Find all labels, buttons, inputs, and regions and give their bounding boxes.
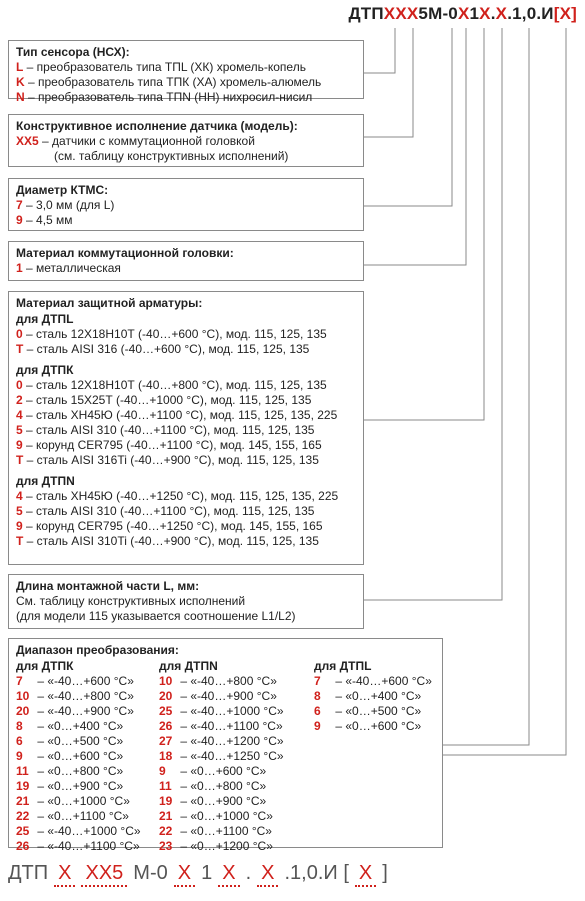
armor-material-title: Материал защитной арматуры: — [16, 296, 203, 310]
range-item — [159, 674, 284, 689]
range-item — [314, 719, 432, 734]
code-part: .1,0.И — [507, 4, 554, 23]
armor-item — [16, 438, 356, 453]
armor-item — [16, 534, 356, 549]
range-item — [159, 809, 284, 824]
range-item-text: – «-40…+800 °С» — [34, 689, 134, 703]
length-box — [8, 574, 364, 629]
range-item-text: – «0…+1000 °С» — [177, 809, 273, 823]
diameter-item-code: 9 — [16, 213, 23, 227]
range-item — [16, 689, 141, 704]
sensor-item-text: – преобразователь типа ТПК (ХА) хромель-алюмель — [24, 75, 322, 89]
model-line1: – датчики с коммутационной головкой — [38, 134, 255, 148]
diameter-item-text: – 3,0 мм (для L) — [22, 198, 115, 212]
armor-item-code: 4 — [16, 408, 23, 422]
range-item — [16, 839, 141, 854]
model-line2: (см. таблицу конструктивных исполнений) — [54, 149, 289, 163]
range-item-text: – «0…+1200 °С» — [177, 839, 273, 853]
length-line2: (для модели 115 указывается соотношение L1/L2) — [16, 609, 296, 623]
order-code-bottom — [8, 862, 394, 887]
armor-item-code: 2 — [16, 393, 23, 407]
armor-item-text: – сталь 12Х18Н10Т (-40…+600 °С), мод. 115, 125, 135 — [22, 327, 327, 341]
range-item-code: 25 — [16, 824, 30, 838]
model-code: XX5 — [16, 134, 39, 148]
bottom-code-part: 1 — [201, 862, 213, 884]
range-item — [159, 794, 284, 809]
model-box — [8, 114, 364, 167]
range-item — [159, 779, 284, 794]
range-item — [16, 809, 141, 824]
range-item — [159, 719, 284, 734]
code-part: X — [383, 4, 396, 23]
head-material-title: Материал коммутационной головки: — [16, 246, 234, 260]
head-item-text: – металлическая — [22, 261, 121, 275]
armor-group-label: для ДТПL — [16, 312, 74, 326]
code-part: X — [559, 4, 572, 23]
range-item-code: 10 — [16, 689, 30, 703]
bottom-code-part: X — [355, 862, 376, 887]
range-item-text: – «-40…+1200 °С» — [177, 734, 284, 748]
length-line1: См. таблицу конструктивных исполнений — [16, 594, 246, 608]
range-item-code: 18 — [159, 749, 173, 763]
range-item-text: – «-40…+900 °С» — [177, 689, 277, 703]
code-part: X — [495, 4, 508, 23]
armor-item — [16, 489, 356, 504]
range-item — [314, 704, 432, 719]
range-item — [314, 689, 432, 704]
code-part: . — [490, 4, 496, 23]
range-item-code: 10 — [159, 674, 173, 688]
armor-item-text: – корунд CER795 (-40…+1250 °С), мод. 145, 155, 165 — [22, 519, 323, 533]
range-item-text: – «0…+900 °С» — [34, 779, 124, 793]
bottom-code-part: X — [257, 862, 278, 887]
range-item-code: 22 — [159, 824, 173, 838]
range-item — [16, 674, 141, 689]
connector-model — [364, 28, 413, 137]
code-part: X — [457, 4, 470, 23]
armor-item-code: 0 — [16, 378, 23, 392]
diameter-item-text: – 4,5 мм — [22, 213, 73, 227]
range-column — [16, 658, 141, 854]
range-item-code: 6 — [314, 704, 321, 718]
range-item — [16, 794, 141, 809]
armor-item-code: 4 — [16, 489, 23, 503]
sensor-item-text: – преобразователь типа ТПL (ХК) хромель-копель — [23, 60, 306, 74]
bottom-code-part: X — [174, 862, 195, 887]
range-item-text: – «0…+800 °С» — [177, 779, 267, 793]
armor-item-code: T — [16, 453, 24, 467]
armor-item-code: T — [16, 534, 24, 548]
armor-item-text: – сталь AISI 310 (-40…+1100 °С), мод. 115, 125, 135 — [22, 423, 315, 437]
range-item-text: – «-40…+1250 °С» — [177, 749, 284, 763]
range-item-code: 21 — [159, 809, 173, 823]
armor-item-text: – сталь AISI 316 (-40…+600 °С), мод. 115, 125, 135 — [23, 342, 310, 356]
range-item-code: 11 — [16, 764, 29, 778]
connector-diameter — [364, 28, 452, 206]
code-part: XX — [395, 4, 419, 23]
range-item — [159, 734, 284, 749]
range-item-text: – «0…+800 °С» — [34, 764, 124, 778]
code-part: ДТП — [348, 4, 384, 23]
connector-option-line — [443, 28, 566, 755]
range-item-code: 7 — [314, 674, 321, 688]
head-material-box — [8, 241, 364, 281]
armor-group-label: для ДТПN — [16, 474, 75, 488]
range-item-code: 19 — [159, 794, 173, 808]
range-column-label: для ДТПL — [314, 659, 372, 673]
range-item-text: – «-40…+600 °С» — [34, 674, 134, 688]
range-item — [159, 764, 284, 779]
range-item-text: – «-40…+900 °С» — [34, 704, 134, 718]
bottom-code-part: ] — [382, 862, 388, 884]
connector-length — [364, 28, 502, 600]
armor-item-text: – сталь ХН45Ю (-40…+1100 °С), мод. 115, 125, 135, 225 — [22, 408, 338, 422]
sensor-item-code: N — [16, 90, 25, 104]
range-item — [16, 719, 141, 734]
range-item — [16, 734, 141, 749]
range-item-code: 26 — [159, 719, 173, 733]
armor-item-code: 0 — [16, 327, 23, 341]
armor-item — [16, 342, 356, 357]
range-item-text: – «0…+600 °С» — [177, 764, 267, 778]
range-item — [16, 749, 141, 764]
armor-item-text: – сталь AISI 316Ti (-40…+900 °С), мод. 115, 125, 135 — [23, 453, 319, 467]
range-item-code: 23 — [159, 839, 173, 853]
range-item — [159, 704, 284, 719]
armor-item-code: T — [16, 342, 24, 356]
armor-item-text: – корунд CER795 (-40…+1100 °С), мод. 145, 155, 165 — [22, 438, 322, 452]
diameter-item — [16, 213, 356, 228]
range-item-code: 7 — [16, 674, 23, 688]
range-column — [159, 658, 284, 854]
range-item-code: 8 — [16, 719, 23, 733]
bottom-code-part: М-0 — [133, 862, 168, 884]
range-column-label: для ДТПК — [16, 659, 74, 673]
armor-item — [16, 504, 356, 519]
armor-item-code: 5 — [16, 504, 23, 518]
range-item — [16, 704, 141, 719]
range-item — [159, 689, 284, 704]
range-item-code: 9 — [159, 764, 166, 778]
head-item — [16, 261, 356, 276]
range-item-code: 27 — [159, 734, 173, 748]
armor-item — [16, 327, 356, 342]
range-item-text: – «-40…+1000 °С» — [177, 704, 284, 718]
range-title: Диапазон преобразования: — [16, 643, 179, 657]
range-item-code: 20 — [159, 689, 173, 703]
armor-item — [16, 519, 356, 534]
armor-material-box — [8, 291, 364, 565]
range-item — [16, 779, 141, 794]
diameter-box — [8, 178, 364, 231]
sensor-item-code: K — [16, 75, 25, 89]
sensor-item — [16, 90, 356, 105]
armor-item-text: – сталь 15Х25Т (-40…+1000 °С), мод. 115, 125, 135 — [22, 393, 312, 407]
sensor-item — [16, 60, 356, 75]
range-item-text: – «-40…+1100 °С» — [34, 839, 140, 853]
range-item-code: 8 — [314, 689, 321, 703]
range-item-code: 22 — [16, 809, 30, 823]
range-item-code: 21 — [16, 794, 30, 808]
range-column-label: для ДТПN — [159, 659, 218, 673]
model-title: Конструктивное исполнение датчика (модель): — [16, 119, 298, 133]
code-part: 5М-0 — [418, 4, 458, 23]
range-item-code: 25 — [159, 704, 173, 718]
armor-item — [16, 378, 356, 393]
range-item-code: 19 — [16, 779, 30, 793]
range-item — [16, 764, 141, 779]
armor-item-code: 5 — [16, 423, 23, 437]
armor-item-text: – сталь AISI 310 (-40…+1100 °С), мод. 115, 125, 135 — [22, 504, 315, 518]
range-item-code: 6 — [16, 734, 23, 748]
range-item-text: – «0…+600 °С» — [332, 719, 422, 733]
sensor-item-text: – преобразователь типа ТПN (НН) нихросил-нисил — [24, 90, 313, 104]
length-title: Длина монтажной части L, мм: — [16, 579, 200, 593]
range-item-text: – «0…+1100 °С» — [34, 809, 129, 823]
bottom-code-part: ДТП — [8, 862, 49, 884]
armor-item — [16, 423, 356, 438]
range-item-text: – «0…+400 °С» — [332, 689, 422, 703]
diameter-item-code: 7 — [16, 198, 23, 212]
bottom-code-part: X — [218, 862, 239, 887]
sensor-item-code: L — [16, 60, 24, 74]
range-item — [159, 839, 284, 854]
code-part: [ — [553, 4, 560, 23]
head-item-code: 1 — [16, 261, 23, 275]
armor-item — [16, 408, 356, 423]
order-code-top — [348, 4, 577, 24]
range-item-code: 20 — [16, 704, 30, 718]
bottom-code-part: . — [245, 862, 252, 884]
diameter-title: Диаметр КТМС: — [16, 183, 109, 197]
range-column — [314, 658, 432, 734]
range-item — [159, 824, 284, 839]
armor-item — [16, 453, 356, 468]
code-part: 1 — [469, 4, 480, 23]
sensor-type-box — [8, 40, 364, 104]
armor-item-text: – сталь 12Х18Н10Т (-40…+800 °С), мод. 115, 125, 135 — [22, 378, 327, 392]
range-item-code: 9 — [314, 719, 321, 733]
armor-item — [16, 393, 356, 408]
sensor-item — [16, 75, 356, 90]
code-part: X — [479, 4, 491, 23]
range-item-text: – «-40…+1000 °С» — [34, 824, 141, 838]
range-item-text: – «0…+600 °С» — [34, 749, 124, 763]
range-item-text: – «0…+500 °С» — [332, 704, 422, 718]
range-item-text: – «0…+500 °С» — [34, 734, 124, 748]
armor-item-code: 9 — [16, 519, 23, 533]
connector-range — [443, 28, 529, 745]
armor-item-text: – сталь ХН45Ю (-40…+1250 °С), мод. 115, 125, 135, 225 — [22, 489, 339, 503]
range-item — [159, 749, 284, 764]
bottom-code-part: X — [54, 862, 75, 887]
range-item-text: – «0…+900 °С» — [177, 794, 267, 808]
range-item-text: – «-40…+1100 °С» — [177, 719, 283, 733]
connector-head — [364, 28, 466, 265]
range-item-code: 9 — [16, 749, 23, 763]
armor-item-text: – сталь AISI 310Ti (-40…+900 °С), мод. 115, 125, 135 — [23, 534, 319, 548]
range-item-text: – «0…+1100 °С» — [177, 824, 272, 838]
range-item-code: 26 — [16, 839, 30, 853]
range-item-text: – «-40…+600 °С» — [332, 674, 432, 688]
range-item-text: – «0…+1000 °С» — [34, 794, 130, 808]
armor-item-code: 9 — [16, 438, 23, 452]
range-item-text: – «-40…+800 °С» — [177, 674, 277, 688]
range-item-text: – «0…+400 °С» — [34, 719, 124, 733]
bottom-code-part: .1,0.И [ — [284, 862, 349, 884]
sensor-type-title: Тип сенсора (НСХ): — [16, 45, 130, 59]
range-item — [16, 824, 141, 839]
armor-group-label: для ДТПК — [16, 363, 74, 377]
connector-sensor — [364, 28, 395, 73]
range-box — [8, 638, 443, 853]
range-item — [314, 674, 432, 689]
code-part: ] — [571, 4, 577, 23]
bottom-code-part: XX5 — [81, 862, 127, 887]
range-item-code: 11 — [159, 779, 172, 793]
diameter-item — [16, 198, 356, 213]
